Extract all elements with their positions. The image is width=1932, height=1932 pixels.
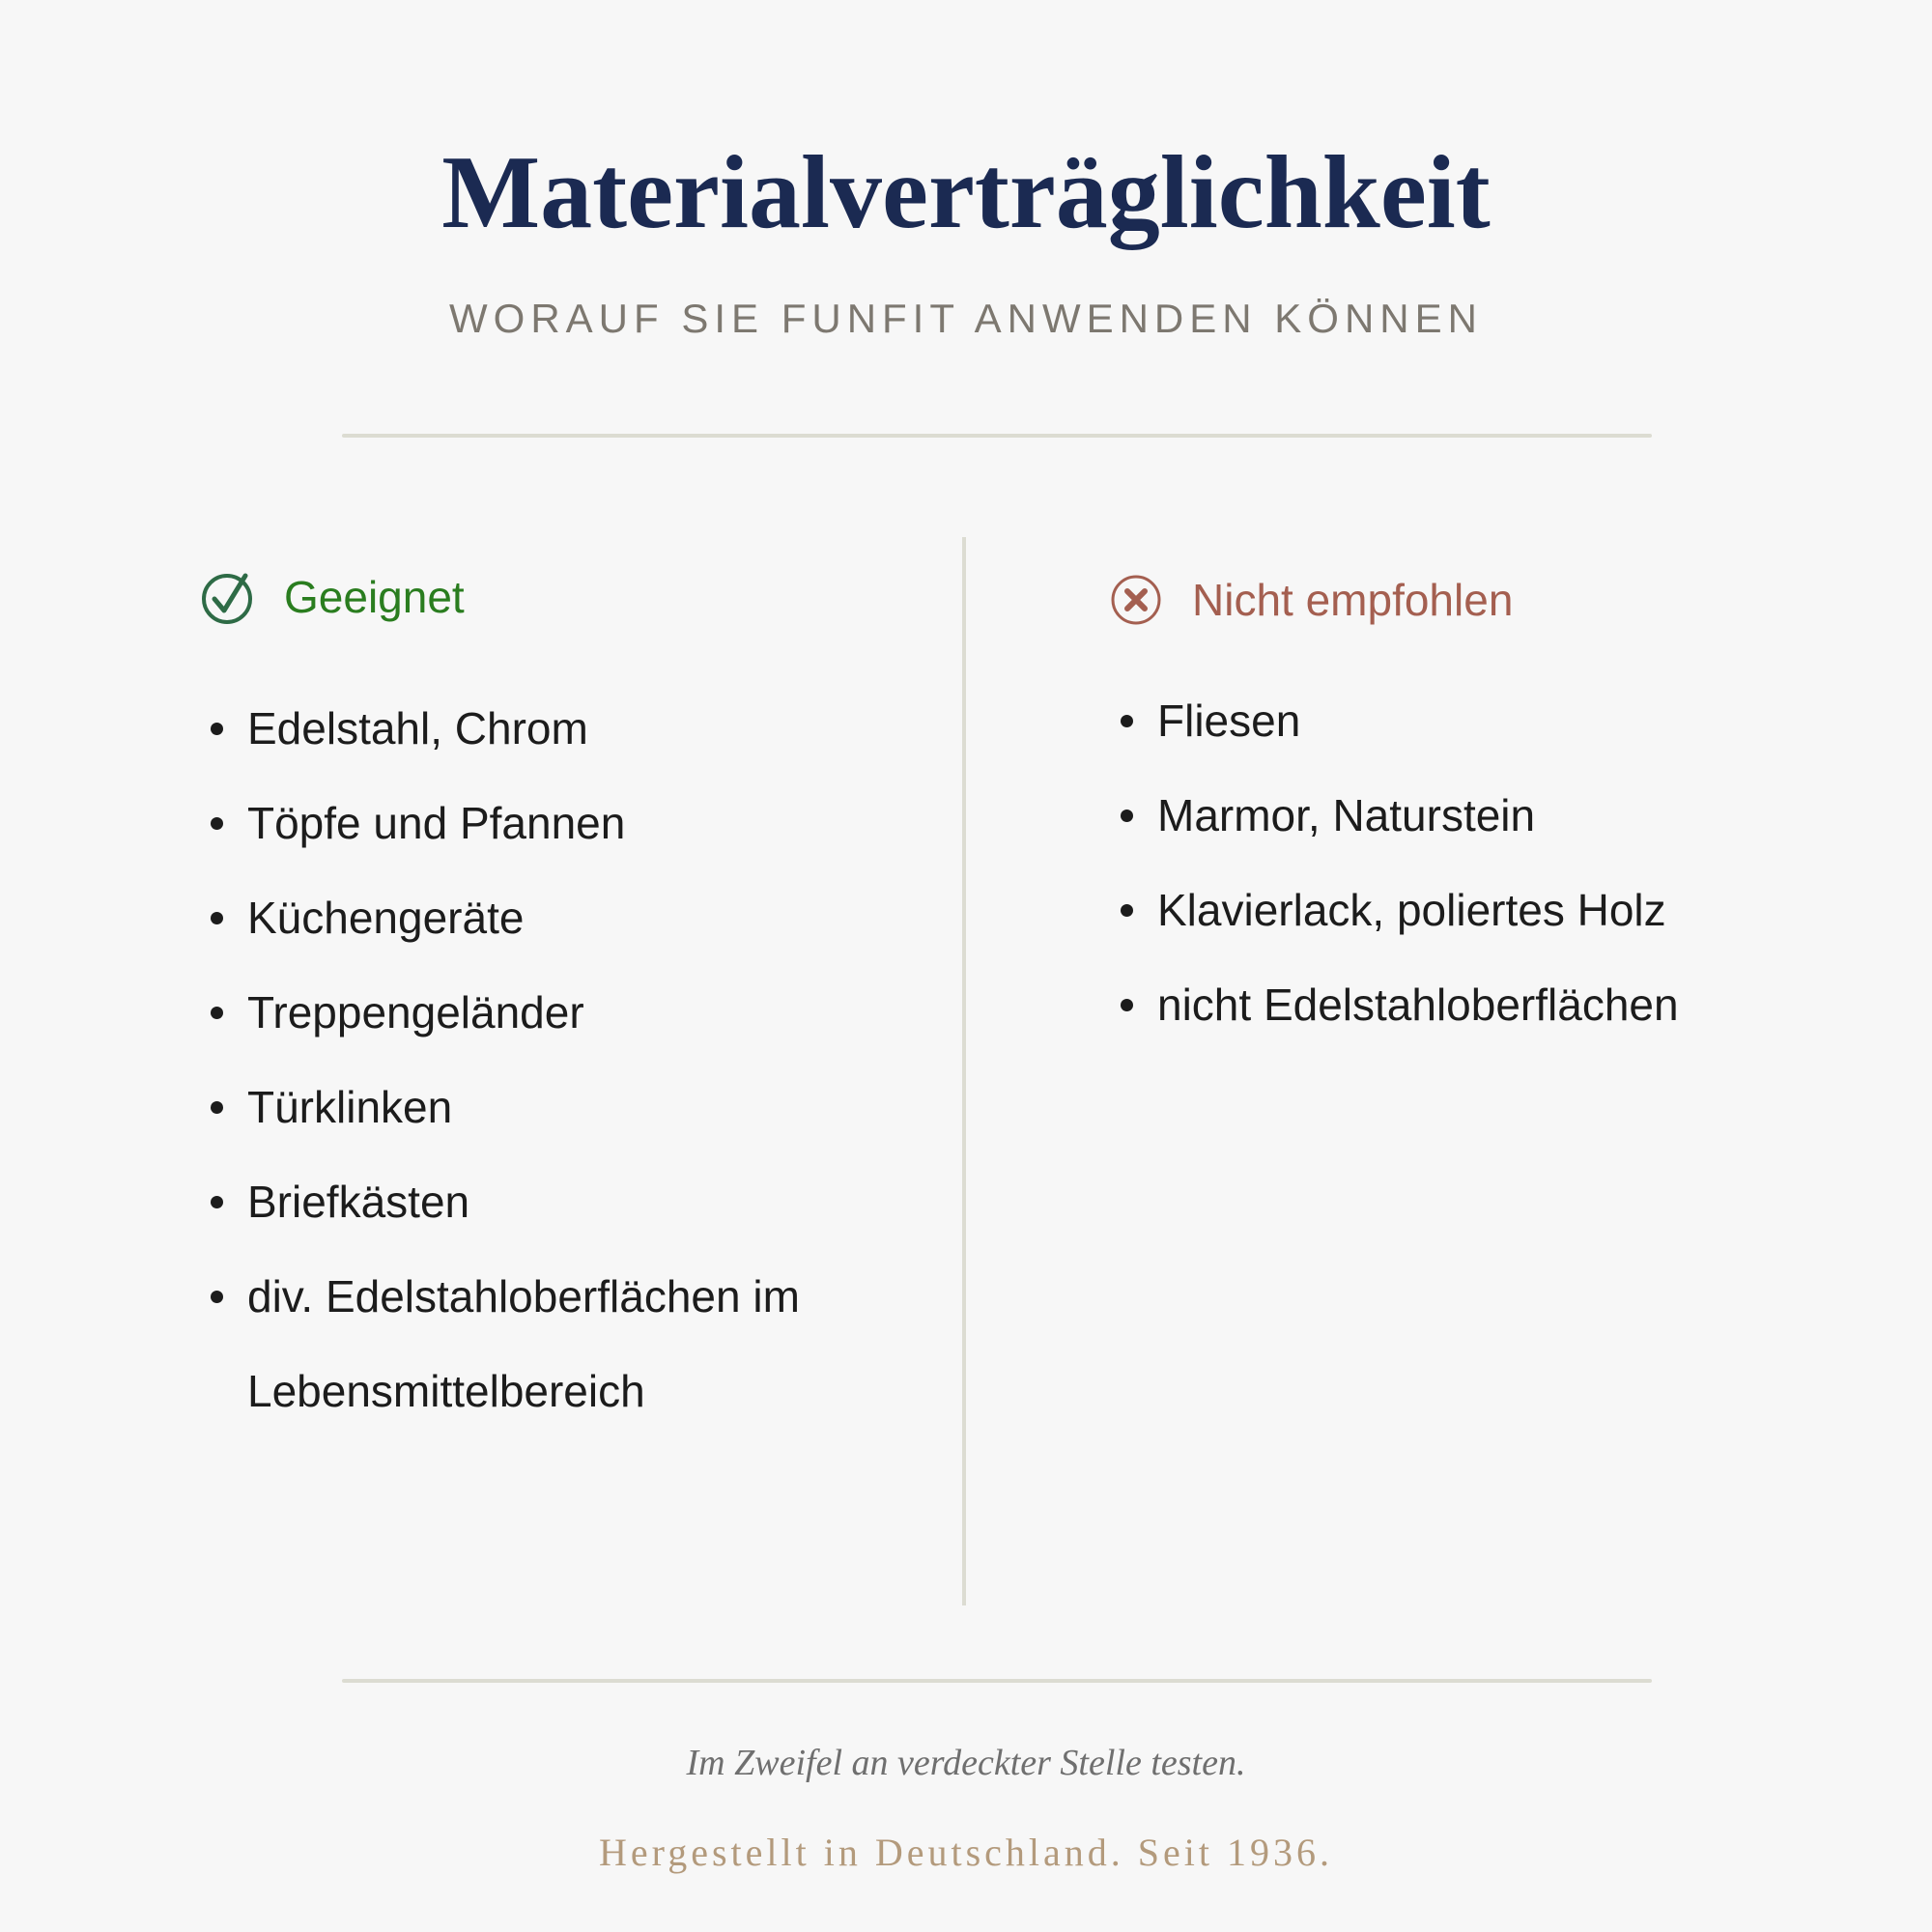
list-item: Klavierlack, poliertes Holz [1109, 863, 1882, 957]
list-item: Briefkästen [199, 1154, 895, 1249]
list-item: Töpfe und Pfannen [199, 776, 895, 870]
list-item: Treppengeländer [199, 965, 895, 1060]
suitable-list [199, 681, 895, 1438]
not-recommended-list [1109, 673, 1882, 1052]
footer-note: Im Zweifel an verdeckter Stelle testen. [686, 1743, 1246, 1783]
suitable-heading-label: Geeignet [284, 572, 465, 622]
list-item: Marmor, Naturstein [1109, 768, 1882, 863]
check-circle-icon [201, 570, 255, 624]
column-divider [962, 537, 966, 1605]
not-recommended-heading-label: Nicht empfohlen [1192, 575, 1514, 625]
made-in-line: Hergestellt in Deutschland. Seit 1936. [598, 1831, 1334, 1874]
top-divider [342, 434, 1652, 438]
list-item: nicht Edelstahloberflächen [1109, 957, 1882, 1052]
list-item: div. Edelstahloberflächen im Lebensmittelbereich [199, 1249, 895, 1438]
list-item: Fliesen [1109, 673, 1882, 768]
list-item: Türklinken [199, 1060, 895, 1154]
not-recommended-heading [1109, 573, 1513, 627]
bottom-divider [342, 1679, 1652, 1683]
list-item: Küchengeräte [199, 870, 895, 965]
list-item: Edelstahl, Chrom [199, 681, 895, 776]
suitable-heading [201, 570, 465, 624]
page-subtitle: WORAUF SIE FUNFIT ANWENDEN KÖNNEN [449, 296, 1483, 341]
x-circle-icon [1109, 573, 1163, 627]
page-title: Materialverträglichkeit [441, 135, 1491, 250]
